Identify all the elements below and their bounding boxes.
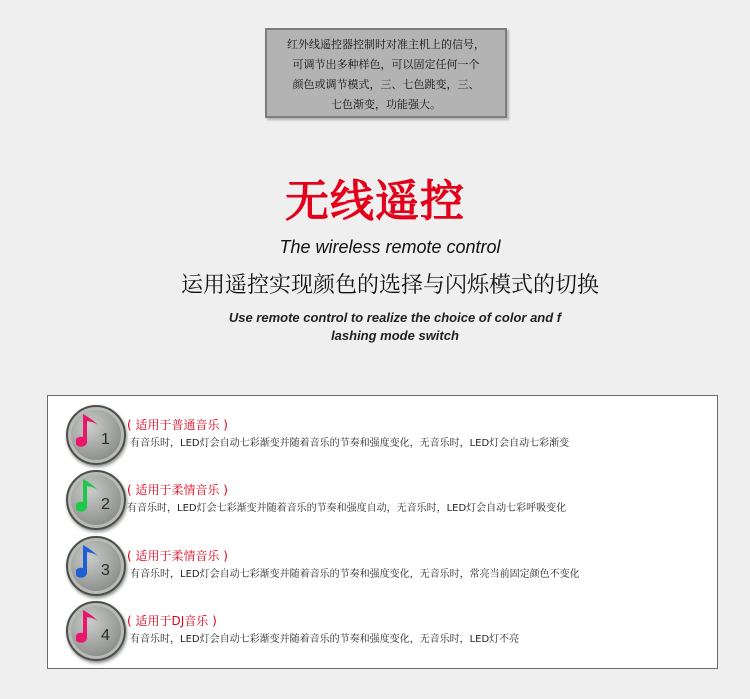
- subtitle-english-line-2: lashing mode switch: [331, 328, 459, 343]
- mode-title: ( 适用于柔情音乐 ): [127, 549, 228, 563]
- mode-description: 有音乐时，LED灯会自动七彩渐变并随着音乐的节奏和强度变化，无音乐时，LED灯会自动七彩渐变: [130, 438, 570, 449]
- mode-number: 4: [101, 627, 110, 644]
- mode-description: 有音乐时，LED灯会自动七彩渐变并随着音乐的节奏和强度变化，无音乐时，LED灯不亮: [130, 634, 520, 645]
- mode-title: ( 适用于DJ音乐 ): [127, 614, 217, 628]
- mode-4-button[interactable]: [66, 601, 126, 661]
- description-note-box: [265, 28, 507, 118]
- mode-number: 2: [101, 496, 110, 513]
- mode-description: 有音乐时，LED灯会自动七彩渐变并随着音乐的节奏和强度变化，无音乐时，常亮当前固定颜色不变化: [130, 569, 580, 580]
- mode-3-button[interactable]: [66, 536, 126, 596]
- modes-panel: [47, 395, 718, 669]
- mode-2-button[interactable]: [66, 470, 126, 530]
- page-title-english: The wireless remote control: [279, 237, 501, 257]
- mode-item-2: [66, 470, 706, 532]
- note-line-2: 可调节出多种样色，可以固定任何一个: [292, 58, 480, 71]
- mode-1-button[interactable]: [66, 405, 126, 465]
- mode-title: ( 适用于普通音乐 ): [127, 418, 228, 432]
- mode-number: 3: [101, 562, 110, 579]
- note-line-1: 红外线遥控器控制时对准主机上的信号，: [287, 38, 485, 51]
- mode-description: 有音乐时，LED灯会七彩渐变并随着音乐的节奏和强度自动，无音乐时，LED灯会自动七彩呼吸变化: [127, 503, 567, 514]
- mode-item-3: [66, 536, 706, 598]
- mode-number: 1: [101, 431, 110, 448]
- page-title-chinese: 无线遥控: [285, 176, 465, 227]
- subtitle-english: [185, 309, 605, 345]
- mode-item-1: [66, 405, 706, 467]
- note-line-4: 七色渐变，功能强大。: [331, 98, 441, 111]
- subtitle-chinese: 运用遥控实现颜色的选择与闪烁模式的切换: [180, 273, 599, 298]
- subtitle-english-line-1: Use remote control to realize the choice of color and f: [228, 310, 562, 325]
- mode-item-4: [66, 601, 706, 663]
- mode-title: ( 适用于柔情音乐 ): [127, 483, 228, 497]
- note-line-3: 颜色或调节模式，三、七色跳变，三、: [292, 78, 480, 91]
